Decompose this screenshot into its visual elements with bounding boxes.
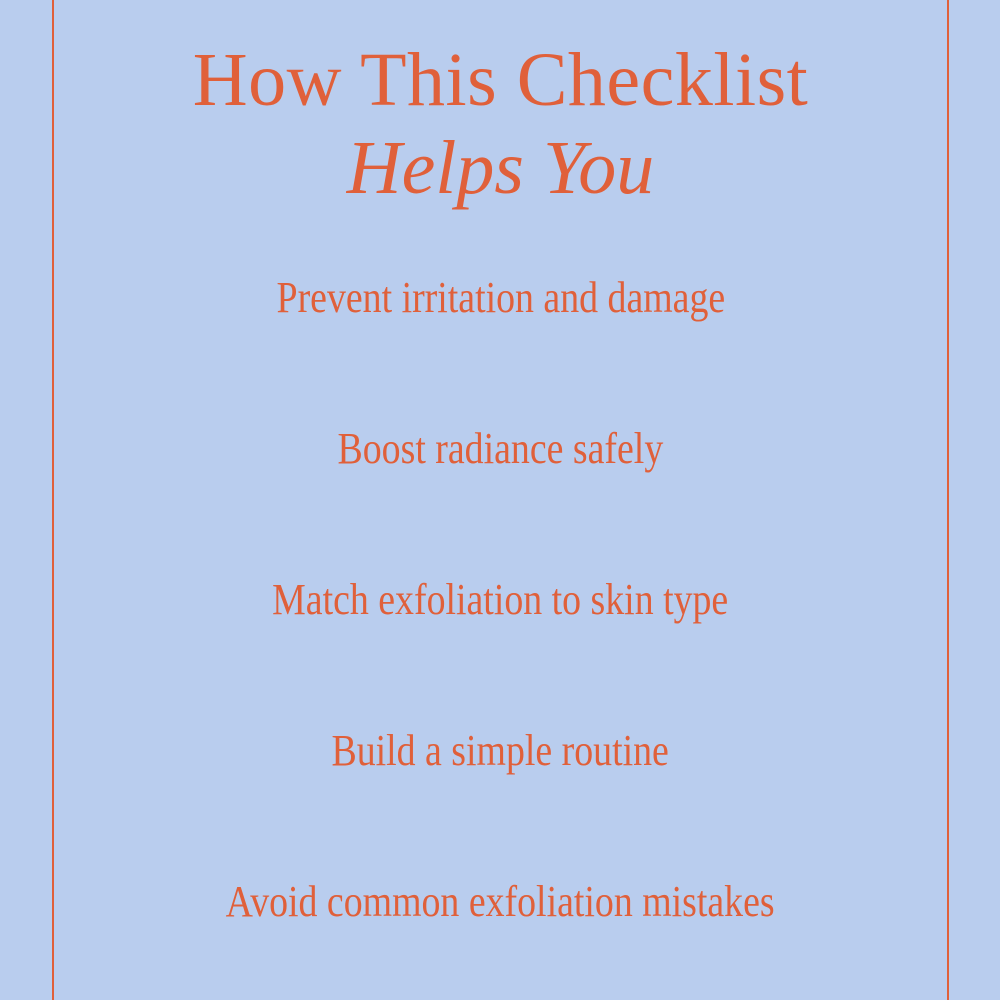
list-item: Match exfoliation to skin type (272, 575, 729, 624)
poster-content (52, 0, 949, 1000)
title-line-2: Helps You (346, 126, 655, 210)
page-title (192, 38, 809, 210)
benefits-list (52, 272, 949, 927)
list-item: Prevent irritation and damage (276, 273, 725, 322)
title-line-1: How This Checklist (192, 38, 809, 122)
list-item: Boost radiance safely (337, 424, 664, 473)
list-item: Avoid common exfoliation mistakes (226, 877, 775, 926)
list-item: Build a simple routine (331, 726, 670, 775)
